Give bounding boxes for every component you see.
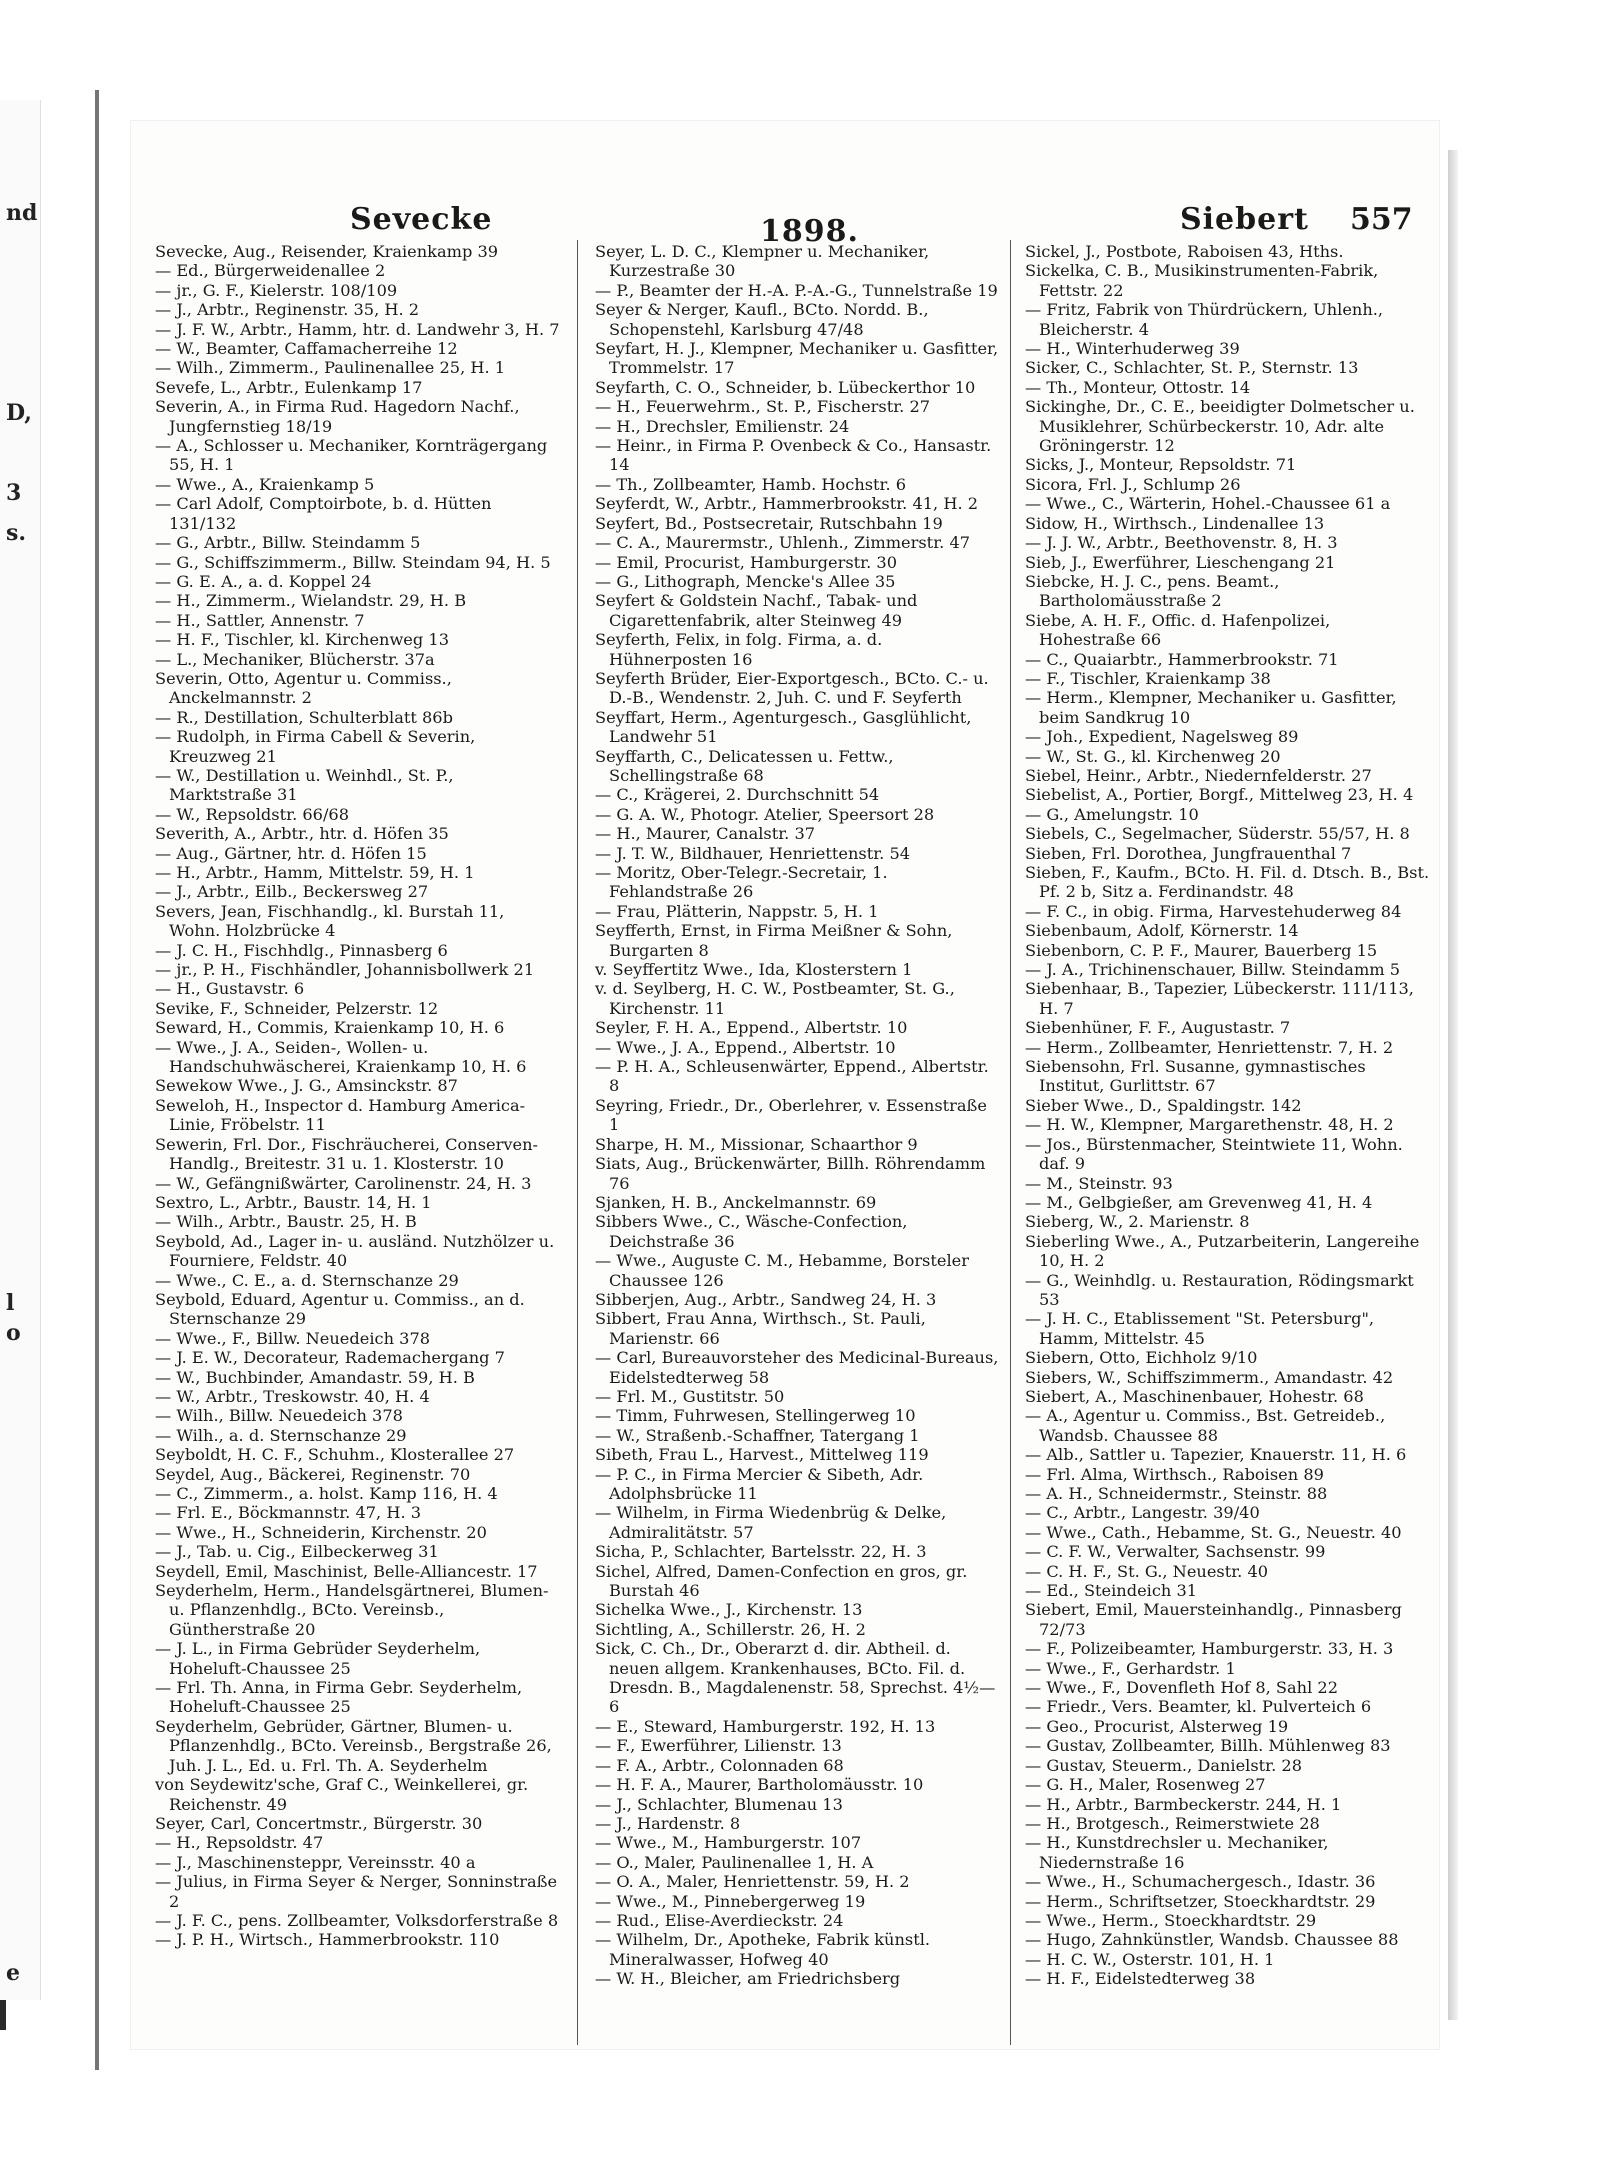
directory-entry: Sibbers Wwe., C., Wäsche-Confection, Deichstraße 36 bbox=[595, 1212, 913, 1251]
directory-entry: Seyfarth, C. O., Schneider, b. Lübeckerthor 10 bbox=[595, 377, 976, 397]
column-rule bbox=[577, 240, 578, 2045]
directory-entry: — J., Hardenstr. 8 bbox=[595, 1813, 741, 1833]
directory-entry: Seydell, Emil, Maschinist, Belle-Alliancestr. 17 bbox=[155, 1561, 538, 1581]
directory-entry: Siebert, Emil, Mauersteinhandlg., Pinnasberg 72/73 bbox=[1025, 1600, 1408, 1639]
column-1 bbox=[155, 242, 563, 2062]
directory-entry: — J. F. C., pens. Zollbeamter, Volksdorferstraße 8 bbox=[155, 1910, 559, 1930]
directory-entry: — Wwe., C. E., a. d. Sternschanze 29 bbox=[155, 1270, 459, 1290]
directory-entry: Seyring, Friedr., Dr., Oberlehrer, v. Essenstraße 1 bbox=[595, 1095, 993, 1135]
directory-entry: — Moritz, Ober-Telegr.-Secretair, 1. Fehlandstraße 26 bbox=[595, 863, 893, 902]
directory-entry: — O., Maler, Paulinenallee 1, H. A bbox=[595, 1852, 874, 1872]
directory-entry: — H., Feuerwehrm., St. P., Fischerstr. 27 bbox=[595, 397, 931, 417]
directory-entry: — Carl, Bureauvorsteher des Medicinal-Bureaus, Eidelstedterweg 58 bbox=[595, 1348, 1004, 1387]
directory-entry: — Wwe., H., Schumachergesch., Idastr. 36 bbox=[1025, 1872, 1376, 1892]
directory-entry: — W., Buchbinder, Amandastr. 59, H. B bbox=[155, 1367, 475, 1387]
directory-entry: — Joh., Expedient, Nagelsweg 89 bbox=[1025, 727, 1299, 747]
directory-entry: Sewekow Wwe., J. G., Amsinckstr. 87 bbox=[155, 1076, 458, 1096]
directory-entry: — Rudolph, in Firma Cabell & Severin, Kreuzweg 21 bbox=[155, 727, 481, 766]
directory-entry: Sibberjen, Aug., Arbtr., Sandweg 24, H. 3 bbox=[595, 1289, 937, 1309]
directory-entry: — F. C., in obig. Firma, Harvestehuderweg 84 bbox=[1025, 901, 1402, 921]
directory-entry: — jr., G. F., Kielerstr. 108/109 bbox=[155, 280, 398, 300]
directory-entry: Seyfart, H. J., Klempner, Mechaniker u. Gasfitter, Trommelstr. 17 bbox=[595, 339, 1004, 378]
directory-entry: Sjanken, H. B., Anckelmannstr. 69 bbox=[595, 1192, 877, 1212]
directory-entry: — H. C. W., Osterstr. 101, H. 1 bbox=[1025, 1949, 1275, 1969]
margin-fragment: o bbox=[6, 1320, 21, 1346]
margin-fragment: l bbox=[6, 1290, 15, 1316]
column-2 bbox=[595, 242, 1004, 2062]
directory-entry: — J. F. W., Arbtr., Hamm, htr. d. Landwehr 3, H. 7 bbox=[155, 319, 560, 339]
margin-fragment: 3 bbox=[6, 480, 22, 506]
directory-entry: Severin, A., in Firma Rud. Hagedorn Nachf., Jungfernstieg 18/19 bbox=[155, 397, 525, 436]
directory-entry: — Wwe., M., Hamburgerstr. 107 bbox=[595, 1833, 862, 1853]
directory-entry: — jr., P. H., Fischhändler, Johannisbollwerk 21 bbox=[155, 960, 535, 980]
directory-entry: Seyderhelm, Herm., Handelsgärtnerei, Blumen- u. Pflanzenhdlg., BCto. Vereinsb., Güntherstraße 20 bbox=[155, 1581, 554, 1639]
directory-entry: — C., Quaiarbtr., Hammerbrookstr. 71 bbox=[1025, 649, 1339, 669]
directory-entry: Sieben, F., Kaufm., BCto. H. Fil. d. Dtsch. B., Bst. Pf. 2 b, Sitz a. Ferdinandstr. 48 bbox=[1025, 863, 1435, 902]
directory-entry: — Fritz, Fabrik von Thürdrückern, Uhlenh., Bleicherstr. 4 bbox=[1025, 300, 1389, 339]
directory-entry: — Julius, in Firma Seyer & Nerger, Sonninstraße 2 bbox=[155, 1872, 563, 1911]
directory-entry: Sicha, P., Schlachter, Bartelsstr. 22, H. 3 bbox=[595, 1542, 927, 1562]
header-year: 1898. bbox=[760, 214, 859, 249]
directory-entry: — W., Repsoldstr. 66/68 bbox=[155, 804, 350, 824]
directory-entry: — G. A. W., Photogr. Atelier, Speersort 28 bbox=[595, 804, 935, 824]
directory-entry: — Gustav, Steuerm., Danielstr. 28 bbox=[1025, 1755, 1303, 1775]
directory-entry: Sevike, F., Schneider, Pelzerstr. 12 bbox=[155, 998, 439, 1018]
directory-entry: v. d. Seylberg, H. C. W., Postbeamter, St. G., Kirchenstr. 11 bbox=[595, 979, 960, 1018]
directory-entry: — Wilh., a. d. Sternschanze 29 bbox=[155, 1425, 407, 1445]
directory-entry: Sewerin, Frl. Dor., Fischräucherei, Conserven-Handlg., Breitestr. 31 u. 1. Klosterstr. 10 bbox=[155, 1134, 538, 1174]
directory-entry: Sichtling, A., Schillerstr. 26, H. 2 bbox=[595, 1619, 866, 1639]
directory-entry: — Timm, Fuhrwesen, Stellingerweg 10 bbox=[595, 1406, 916, 1426]
directory-entry: Seyderhelm, Gebrüder, Gärtner, Blumen- u. Pflanzenhdlg., BCto. Vereinsb., Bergstraße 26, Juh. J. L., Ed. u. Frl. Th. A. Seyderhelm bbox=[155, 1716, 557, 1775]
directory-entry: Sibbert, Frau Anna, Wirthsch., St. Pauli, Marienstr. 66 bbox=[595, 1309, 931, 1348]
directory-entry: — H., Arbtr., Barmbeckerstr. 244, H. 1 bbox=[1025, 1794, 1342, 1814]
directory-entry: Seyer, L. D. C., Klempner u. Mechaniker, Kurzestraße 30 bbox=[595, 242, 935, 281]
margin-fragment: e bbox=[6, 1960, 20, 1986]
directory-entry: — J. T. W., Bildhauer, Henriettenstr. 54 bbox=[595, 843, 911, 863]
directory-entry: — Wwe., F., Billw. Neuedeich 378 bbox=[155, 1328, 431, 1348]
directory-entry: — Herm., Zollbeamter, Henriettenstr. 7, H. 2 bbox=[1025, 1037, 1394, 1057]
directory-entry: — Gustav, Zollbeamter, Billh. Mühlenweg 83 bbox=[1025, 1736, 1391, 1756]
directory-entry: — J. L., in Firma Gebrüder Seyderhelm, Hoheluft-Chaussee 25 bbox=[155, 1639, 486, 1678]
directory-entry: — M., Steinstr. 93 bbox=[1025, 1173, 1173, 1193]
directory-entry: — Wilh., Zimmerm., Paulinenallee 25, H. 1 bbox=[155, 358, 506, 378]
directory-entry: — Wwe., Cath., Hebamme, St. G., Neuestr. 40 bbox=[1025, 1522, 1402, 1542]
directory-entry: — Frl. E., Böckmannstr. 47, H. 3 bbox=[155, 1503, 422, 1523]
directory-entry: — J., Arbtr., Reginenstr. 35, H. 2 bbox=[155, 300, 420, 320]
directory-entry: Sieberling Wwe., A., Putzarbeiterin, Langereihe 10, H. 2 bbox=[1025, 1231, 1425, 1271]
directory-entry: — G. H., Maler, Rosenweg 27 bbox=[1025, 1775, 1266, 1795]
margin-fragment: D, bbox=[6, 400, 32, 426]
directory-entry: Sickinghe, Dr., C. E., beeidigter Dolmetscher u. Musiklehrer, Schürbeckerstr. 10, Adr. alte Gröningerstr. 12 bbox=[1025, 397, 1421, 456]
directory-entry: — J. A., Trichinenschauer, Billw. Steindamm 5 bbox=[1025, 960, 1401, 980]
directory-entry: — C., Arbtr., Langestr. 39/40 bbox=[1025, 1503, 1260, 1523]
directory-entry: Siebe, A. H. F., Offic. d. Hafenpolizei, Hohestraße 66 bbox=[1025, 610, 1336, 650]
directory-entry: — Th., Zollbeamter, Hamb. Hochstr. 6 bbox=[595, 474, 907, 494]
directory-entry: — A., Agentur u. Commiss., Bst. Getreideb., Wandsb. Chaussee 88 bbox=[1025, 1406, 1391, 1445]
directory-entry: — Ed., Bürgerweidenallee 2 bbox=[155, 261, 386, 281]
directory-entry: Siebel, Heinr., Arbtr., Niedernfelderstr. 27 bbox=[1025, 765, 1372, 785]
directory-entry: — Aug., Gärtner, htr. d. Höfen 15 bbox=[155, 843, 427, 863]
directory-entry: — Rud., Elise-Averdieckstr. 24 bbox=[595, 1910, 844, 1930]
directory-entry: Sibeth, Frau L., Harvest., Mittelweg 119 bbox=[595, 1445, 929, 1465]
header-first-entry: Sevecke bbox=[350, 202, 493, 237]
directory-entry: Sicks, J., Monteur, Repsoldstr. 71 bbox=[1025, 455, 1297, 475]
directory-entry: Siebenhaar, B., Tapezier, Lübeckerstr. 111/113, H. 7 bbox=[1025, 979, 1420, 1018]
directory-entry: — C. F. W., Verwalter, Sachsenstr. 99 bbox=[1025, 1542, 1326, 1562]
directory-entry: — H., Brotgesch., Reimerstwiete 28 bbox=[1025, 1813, 1320, 1833]
directory-entry: Sick, C. Ch., Dr., Oberarzt d. dir. Abtheil. d. neuen allgem. Krankenhauses, BCto. Fil. d. Dresdn. B., Magdalenenstr. 58, Sprechst. 4½—6 bbox=[595, 1639, 996, 1717]
directory-entry: Sicora, Frl. J., Schlump 26 bbox=[1025, 474, 1241, 494]
directory-entry: Sharpe, H. M., Missionar, Schaarthor 9 bbox=[595, 1134, 918, 1154]
directory-entry: Siebcke, H. J. C., pens. Beamt., Bartholomäusstraße 2 bbox=[1025, 571, 1285, 611]
directory-entry: Sichel, Alfred, Damen-Confection en gros, gr. Burstah 46 bbox=[595, 1561, 973, 1601]
directory-entry: Siats, Aug., Brückenwärter, Billh. Röhrendamm 76 bbox=[595, 1154, 991, 1193]
directory-entry: — Wilhelm, Dr., Apotheke, Fabrik künstl. Mineralwasser, Hofweg 40 bbox=[595, 1930, 936, 1969]
directory-entry: — F., Ewerführer, Lilienstr. 13 bbox=[595, 1736, 842, 1756]
directory-entry: — Emil, Procurist, Hamburgerstr. 30 bbox=[595, 552, 898, 572]
directory-entry: — Wwe., J. A., Eppend., Albertstr. 10 bbox=[595, 1037, 896, 1057]
directory-entry: — O. A., Maler, Henriettenstr. 59, H. 2 bbox=[595, 1872, 910, 1892]
directory-entry: Sicker, C., Schlachter, St. P., Sternstr. 13 bbox=[1025, 358, 1359, 378]
directory-entry: — H., Drechsler, Emilienstr. 24 bbox=[595, 416, 850, 436]
directory-entry: — C. A., Maurermstr., Uhlenh., Zimmerstr. 47 bbox=[595, 533, 971, 553]
directory-entry: — W., Arbtr., Treskowstr. 40, H. 4 bbox=[155, 1386, 430, 1406]
directory-entry: — Wilh., Arbtr., Baustr. 25, H. B bbox=[155, 1212, 417, 1232]
directory-entry: Severs, Jean, Fischhandlg., kl. Burstah 11, Wohn. Holzbrücke 4 bbox=[155, 901, 510, 941]
directory-entry: Siebers, W., Schiffszimmerm., Amandastr. 42 bbox=[1025, 1367, 1394, 1387]
directory-entry: Severith, A., Arbtr., htr. d. Höfen 35 bbox=[155, 824, 449, 844]
directory-entry: Seyffart, Herm., Agenturgesch., Gasglühlicht, Landwehr 51 bbox=[595, 707, 977, 747]
directory-entry: Sidow, H., Wirthsch., Lindenallee 13 bbox=[1025, 513, 1325, 533]
directory-entry: Sieberg, W., 2. Marienstr. 8 bbox=[1025, 1212, 1250, 1232]
directory-entry: — J., Schlachter, Blumenau 13 bbox=[595, 1794, 843, 1814]
directory-entry: Seyfert & Goldstein Nachf., Tabak- und Cigarettenfabrik, alter Steinweg 49 bbox=[595, 591, 923, 630]
header-last-entry: Siebert bbox=[1180, 202, 1309, 237]
page-number: 557 bbox=[1350, 202, 1413, 237]
directory-entry: Sieb, J., Ewerführer, Lieschengang 21 bbox=[1025, 552, 1336, 572]
directory-entry: — Wwe., F., Gerhardstr. 1 bbox=[1025, 1658, 1236, 1678]
directory-entry: Seyer, Carl, Concertmstr., Bürgerstr. 30 bbox=[155, 1813, 483, 1833]
directory-entry: Sextro, L., Arbtr., Baustr. 14, H. 1 bbox=[155, 1192, 432, 1212]
directory-entry: — G., Amelungstr. 10 bbox=[1025, 804, 1199, 824]
directory-entry: — H. W., Klempner, Margarethenstr. 48, H. 2 bbox=[1025, 1115, 1394, 1135]
directory-entry: — H., Arbtr., Hamm, Mittelstr. 59, H. 1 bbox=[155, 863, 475, 882]
directory-entry: — H., Maurer, Canalstr. 37 bbox=[595, 824, 816, 844]
directory-entry: — P., Beamter der H.-A. P.-A.-G., Tunnelstraße 19 bbox=[595, 280, 998, 300]
directory-entry: — Wwe., C., Wärterin, Hohel.-Chaussee 61 a bbox=[1025, 494, 1391, 514]
directory-entry: Seyferth, Felix, in folg. Firma, a. d. Hühnerposten 16 bbox=[595, 630, 888, 669]
directory-entry: — W., Gefängnißwärter, Carolinenstr. 24, H. 3 bbox=[155, 1173, 532, 1193]
directory-entry: — C., Krägerei, 2. Durchschnitt 54 bbox=[595, 785, 880, 805]
directory-entry: — P. H. A., Schleusenwärter, Eppend., Albertstr. 8 bbox=[595, 1057, 994, 1096]
directory-entry: Sieber Wwe., D., Spaldingstr. 142 bbox=[1025, 1095, 1302, 1115]
directory-entry: — P. C., in Firma Mercier & Sibeth, Adr. Adolphsbrücke 11 bbox=[595, 1464, 929, 1503]
directory-entry: — J. J. W., Arbtr., Beethovenstr. 8, H. 3 bbox=[1025, 533, 1338, 553]
running-header bbox=[130, 202, 1440, 249]
page-edge bbox=[1448, 150, 1458, 2020]
directory-entry: — W. H., Bleicher, am Friedrichsberg bbox=[595, 1969, 901, 1989]
directory-entry: Siebert, A., Maschinenbauer, Hohestr. 68 bbox=[1025, 1386, 1364, 1406]
margin-fragment: nd bbox=[6, 200, 38, 226]
directory-entry: — J. E. W., Decorateur, Rademachergang 7 bbox=[155, 1348, 505, 1368]
directory-entry: — H. F. A., Maurer, Bartholomäusstr. 10 bbox=[595, 1775, 924, 1795]
directory-entry: Siebelist, A., Portier, Borgf., Mittelweg 23, H. 4 bbox=[1025, 785, 1414, 805]
directory-entry: — Alb., Sattler u. Tapezier, Knauerstr. 11, H. 6 bbox=[1025, 1445, 1407, 1465]
directory-entry: — Wwe., M., Pinnebergerweg 19 bbox=[595, 1891, 866, 1911]
directory-entry: — H., Sattler, Annenstr. 7 bbox=[155, 610, 365, 630]
directory-entry: Sevecke, Aug., Reisender, Kraienkamp 39 bbox=[155, 242, 499, 261]
directory-entry: Sickelka, C. B., Musikinstrumenten-Fabrik, Fettstr. 22 bbox=[1025, 261, 1384, 300]
directory-entry: — Frl. Th. Anna, in Firma Gebr. Seyderhelm, Hoheluft-Chaussee 25 bbox=[155, 1678, 528, 1717]
directory-entry: Seweloh, H., Inspector d. Hamburg America-Linie, Fröbelstr. 11 bbox=[155, 1095, 526, 1135]
directory-entry: Seyffarth, C., Delicatessen u. Fettw., Schellingstraße 68 bbox=[595, 746, 899, 785]
directory-entry: Seyferdt, W., Arbtr., Hammerbrookstr. 41, H. 2 bbox=[595, 494, 979, 514]
previous-page-fragment bbox=[0, 100, 41, 2000]
directory-entry: Sichelka Wwe., J., Kirchenstr. 13 bbox=[595, 1600, 863, 1620]
directory-entry: Siebern, Otto, Eichholz 9/10 bbox=[1025, 1348, 1258, 1368]
directory-entry: — E., Steward, Hamburgerstr. 192, H. 13 bbox=[595, 1716, 936, 1736]
directory-entry: — F., Tischler, Kraienkamp 38 bbox=[1025, 668, 1271, 688]
directory-entry: — W., Destillation u. Weinhdl., St. P., Marktstraße 31 bbox=[155, 765, 459, 805]
directory-entry: Seyboldt, H. C. F., Schuhm., Klosterallee 27 bbox=[155, 1445, 515, 1465]
directory-entry: Seyfert, Bd., Postsecretair, Rutschbahn 19 bbox=[595, 513, 943, 533]
directory-entry: Seyler, F. H. A., Eppend., Albertstr. 10 bbox=[595, 1018, 908, 1038]
directory-entry: — R., Destillation, Schulterblatt 86b bbox=[155, 707, 453, 727]
directory-entry: — Jos., Bürstenmacher, Steintwiete 11, Wohn. daf. 9 bbox=[1025, 1134, 1408, 1174]
directory-entry: Sieben, Frl. Dorothea, Jungfrauenthal 7 bbox=[1025, 843, 1352, 863]
directory-page bbox=[130, 120, 1440, 2050]
directory-entry: — G., Schiffszimmerm., Billw. Steindam 94, H. 5 bbox=[155, 552, 551, 572]
directory-entry: Seyer & Nerger, Kaufl., BCto. Nordd. B., Schopenstehl, Karlsburg 47/48 bbox=[595, 300, 934, 339]
directory-entry: — F. A., Arbtr., Colonnaden 68 bbox=[595, 1755, 844, 1775]
column-rule bbox=[1010, 240, 1011, 2045]
directory-entry: — H., Gustavstr. 6 bbox=[155, 979, 305, 999]
directory-entry: — H. F., Tischler, kl. Kirchenweg 13 bbox=[155, 630, 449, 650]
directory-entry: — G., Arbtr., Billw. Steindamm 5 bbox=[155, 533, 421, 553]
directory-entry: — W., Straßenb.-Schaffner, Tatergang 1 bbox=[595, 1425, 920, 1445]
directory-entry: Seyfferth, Ernst, in Firma Meißner & Sohn, Burgarten 8 bbox=[595, 921, 958, 960]
directory-entry: — J., Arbtr., Eilb., Beckersweg 27 bbox=[155, 882, 429, 902]
directory-entry: Siebenhüner, F. F., Augustastr. 7 bbox=[1025, 1018, 1291, 1038]
directory-entry: — Friedr., Vers. Beamter, kl. Pulverteich 6 bbox=[1025, 1697, 1372, 1717]
directory-entry: — A. H., Schneidermstr., Steinstr. 88 bbox=[1025, 1484, 1328, 1503]
directory-entry: — Wwe., H., Schneiderin, Kirchenstr. 20 bbox=[155, 1522, 487, 1542]
column-3 bbox=[1025, 242, 1435, 2062]
directory-entry: Seyferth Brüder, Eier-Exportgesch., BCto. C.- u. D.-B., Wendenstr. 2, Juh. C. und F. Seyferth bbox=[595, 668, 994, 708]
directory-entry: — Th., Monteur, Ottostr. 14 bbox=[1025, 377, 1251, 397]
directory-entry: Seybold, Ad., Lager in- u. ausländ. Nutzhölzer u. Fourniere, Feldstr. 40 bbox=[155, 1231, 560, 1271]
directory-entry: Seward, H., Commis, Kraienkamp 10, H. 6 bbox=[155, 1018, 505, 1038]
directory-entry: — Frl. M., Gustitstr. 50 bbox=[595, 1386, 785, 1406]
directory-entry: — Herm., Schriftsetzer, Stoeckhardtstr. 29 bbox=[1025, 1891, 1376, 1911]
directory-entry: Sickel, J., Postbote, Raboisen 43, Hths. bbox=[1025, 242, 1344, 261]
directory-entry: — W., St. G., kl. Kirchenweg 20 bbox=[1025, 746, 1281, 766]
directory-entry: — G. E. A., a. d. Koppel 24 bbox=[155, 571, 372, 591]
directory-entry: — G., Weinhdlg. u. Restauration, Rödingsmarkt 53 bbox=[1025, 1270, 1419, 1309]
directory-entry: v. Seyffertitz Wwe., Ida, Klosterstern 1 bbox=[595, 960, 913, 980]
directory-entry: Seydel, Aug., Bäckerei, Reginenstr. 70 bbox=[155, 1464, 471, 1484]
directory-entry: — L., Mechaniker, Blücherstr. 37a bbox=[155, 649, 435, 669]
directory-entry: — C. H. F., St. G., Neuestr. 40 bbox=[1025, 1561, 1269, 1581]
directory-entry: Sevefe, L., Arbtr., Eulenkamp 17 bbox=[155, 377, 423, 397]
margin-fragment: s. bbox=[6, 520, 27, 546]
directory-entry: — W., Beamter, Caffamacherreihe 12 bbox=[155, 339, 458, 359]
directory-entry: — Carl Adolf, Comptoirbote, b. d. Hütten 131/132 bbox=[155, 494, 497, 533]
directory-entry: — Wwe., F., Dovenfleth Hof 8, Sahl 22 bbox=[1025, 1678, 1338, 1698]
directory-entry: — A., Schlosser u. Mechaniker, Kornträgergang 55, H. 1 bbox=[155, 436, 553, 475]
directory-entry: — M., Gelbgießer, am Grevenweg 41, H. 4 bbox=[1025, 1192, 1373, 1212]
directory-entry: Siebenborn, C. P. F., Maurer, Bauerberg 15 bbox=[1025, 940, 1378, 960]
directory-entry: — Ed., Steindeich 31 bbox=[1025, 1581, 1198, 1601]
directory-entry: — J. C. H., Fischhdlg., Pinnasberg 6 bbox=[155, 940, 448, 960]
directory-entry: — C., Zimmerm., a. holst. Kamp 116, H. 4 bbox=[155, 1484, 498, 1503]
directory-entry: — H., Repsoldstr. 47 bbox=[155, 1833, 324, 1853]
directory-entry: Seybold, Eduard, Agentur u. Commiss., an d. Sternschanze 29 bbox=[155, 1289, 530, 1329]
directory-entry: — Wilhelm, in Firma Wiedenbrüg & Delke, Admiralitätstr. 57 bbox=[595, 1503, 952, 1542]
directory-entry: — Wwe., J. A., Seiden-, Wollen- u. Handschuhwäscherei, Kraienkamp 10, H. 6 bbox=[155, 1037, 527, 1077]
directory-entry: — Frau, Plätterin, Nappstr. 5, H. 1 bbox=[595, 901, 879, 921]
directory-entry: Siebensohn, Frl. Susanne, gymnastisches Institut, Gurlittstr. 67 bbox=[1025, 1057, 1371, 1096]
directory-entry: — H., Winterhuderweg 39 bbox=[1025, 339, 1240, 359]
directory-entry: — H., Zimmerm., Wielandstr. 29, H. B bbox=[155, 591, 467, 611]
directory-entry: — J., Maschinensteppr, Vereinsstr. 40 a bbox=[155, 1852, 476, 1872]
directory-entry: — Wwe., Auguste C. M., Hebamme, Borsteler Chaussee 126 bbox=[595, 1251, 975, 1290]
directory-entry: — J. P. H., Wirtsch., Hammerbrookstr. 110 bbox=[155, 1930, 500, 1950]
directory-entry: — Geo., Procurist, Alsterweg 19 bbox=[1025, 1716, 1289, 1736]
book-gutter bbox=[95, 90, 99, 2070]
directory-entry: — J., Tab. u. Cig., Eilbeckerweg 31 bbox=[155, 1542, 439, 1562]
directory-entry: — G., Lithograph, Mencke's Allee 35 bbox=[595, 571, 896, 591]
directory-entry: — Heinr., in Firma P. Ovenbeck & Co., Hansastr. 14 bbox=[595, 436, 997, 475]
directory-entry: Siebels, C., Segelmacher, Süderstr. 55/57, H. 8 bbox=[1025, 824, 1410, 844]
directory-entry: — Wwe., Herm., Stoeckhardtstr. 29 bbox=[1025, 1910, 1317, 1930]
directory-entry: Siebenbaum, Adolf, Körnerstr. 14 bbox=[1025, 921, 1299, 941]
directory-entry: — Wilh., Billw. Neuedeich 378 bbox=[155, 1406, 403, 1426]
directory-entry: — H., Kunstdrechsler u. Mechaniker, Niedernstraße 16 bbox=[1025, 1833, 1334, 1872]
directory-entry: — J. H. C., Etablissement "St. Petersburg", Hamm, Mittelstr. 45 bbox=[1025, 1309, 1380, 1348]
directory-entry: — Wwe., A., Kraienkamp 5 bbox=[155, 474, 375, 494]
directory-entry: — Hugo, Zahnkünstler, Wandsb. Chaussee 88 bbox=[1025, 1930, 1399, 1950]
directory-entry: — F., Polizeibeamter, Hamburgerstr. 33, H. 3 bbox=[1025, 1639, 1394, 1659]
directory-entry: — Herm., Klempner, Mechaniker u. Gasfitter, beim Sandkrug 10 bbox=[1025, 688, 1402, 727]
directory-entry: — H. F., Eidelstedterweg 38 bbox=[1025, 1969, 1256, 1989]
directory-entry: — Frl. Alma, Wirthsch., Raboisen 89 bbox=[1025, 1464, 1324, 1484]
directory-entry: von Seydewitz'sche, Graf C., Weinkellerei, gr. Reichenstr. 49 bbox=[155, 1775, 534, 1814]
directory-entry: Severin, Otto, Agentur u. Commiss., Anckelmannstr. 2 bbox=[155, 668, 458, 708]
